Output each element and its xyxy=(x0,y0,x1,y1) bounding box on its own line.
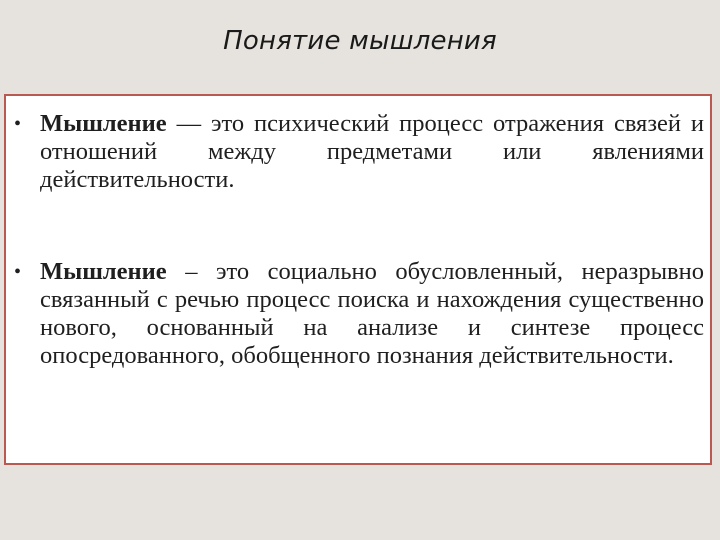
definition-paragraph xyxy=(40,258,704,370)
bullet-icon: • xyxy=(14,113,22,135)
term-label: Мышление xyxy=(40,258,167,285)
list-item xyxy=(14,258,704,370)
page-title: Понятие мышления xyxy=(223,26,497,56)
bullet-icon: • xyxy=(14,261,22,283)
definition-paragraph xyxy=(40,110,704,194)
definition-text: – это социально обусловленный, неразрывно связанный с речью процесс поиска и нахождения существенно нового, основанный на анализе и синтезе процесс опосредованного, обобщенного познания действительности. xyxy=(40,258,704,369)
definition-text: — это психический процесс отражения связей и отношений между предметами или явлениями действительности. xyxy=(40,110,704,193)
list-item xyxy=(14,110,704,194)
content-box xyxy=(4,94,712,465)
term-label: Мышление xyxy=(40,110,167,137)
